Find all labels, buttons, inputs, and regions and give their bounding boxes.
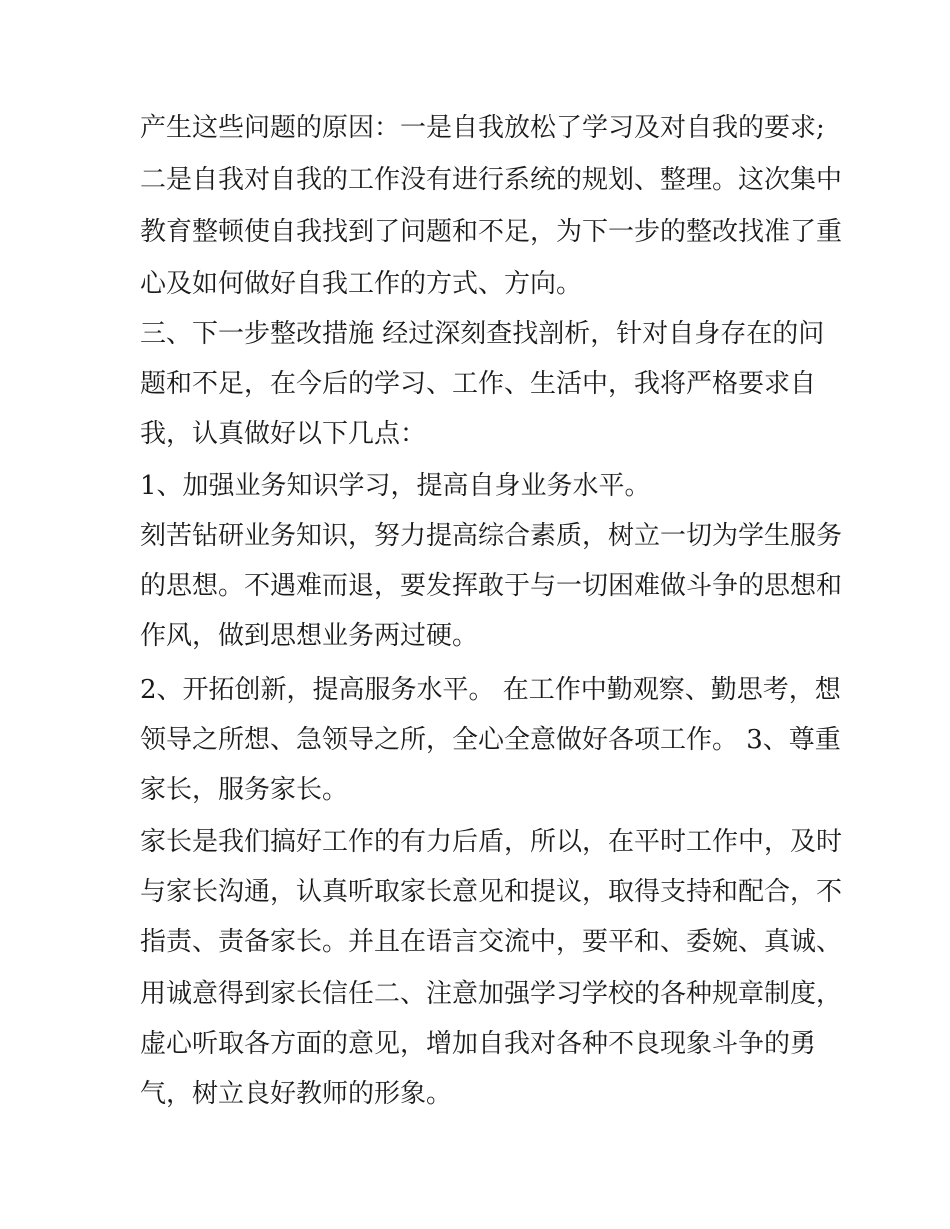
text-line: 教育整顿使自我找到了问题和不足，为下一步的整改找准了重 [140, 217, 843, 247]
text-line: 作风，做到思想业务两过硬。 [140, 621, 479, 651]
text-line: 领导之所想、急领导之所，全心全意做好各项工作。 3、尊重 [140, 725, 841, 755]
text-line: 用诚意得到家长信任二、注意加强学习学校的各种规章制度， [140, 979, 843, 1009]
text-line: 与家长沟通，认真听取家长意见和提议，取得支持和配合，不 [140, 877, 843, 907]
text-line: 家长，服务家长。 [140, 775, 349, 805]
text-line: 三、下一步整改措施 经过深刻查找剖析，针对自身存在的问 [140, 319, 825, 349]
text-line: 气，树立良好教师的形象。 [140, 1079, 453, 1109]
text-line: 二是自我对自我的工作没有进行系统的规划、整理。这次集中 [140, 165, 843, 195]
text-line: 2、开拓创新，提高服务水平。 在工作中勤观察、勤思考，想 [140, 675, 841, 705]
text-line: 的思想。不遇难而退，要发挥敢于与一切困难做斗争的思想和 [140, 571, 843, 601]
text-line: 心及如何做好自我工作的方式、方向。 [140, 269, 583, 299]
text-line: 我，认真做好以下几点： [140, 419, 427, 449]
text-line: 刻苦钻研业务知识，努力提高综合素质，树立一切为学生服务 [140, 521, 843, 551]
text-line: 虚心听取各方面的意见，增加自我对各种不良现象斗争的勇 [140, 1029, 817, 1059]
text-line: 指责、责备家长。并且在语言交流中，要平和、委婉、真诚、 [140, 927, 843, 957]
text-line: 家长是我们搞好工作的有力后盾，所以，在平时工作中，及时 [140, 827, 843, 857]
text-line: 题和不足，在今后的学习、工作、生活中，我将严格要求自 [140, 369, 817, 399]
text-line: 产生这些问题的原因：一是自我放松了学习及对自我的要求; [140, 113, 825, 143]
text-line: 1、加强业务知识学习，提高自身业务水平。 [140, 471, 651, 501]
